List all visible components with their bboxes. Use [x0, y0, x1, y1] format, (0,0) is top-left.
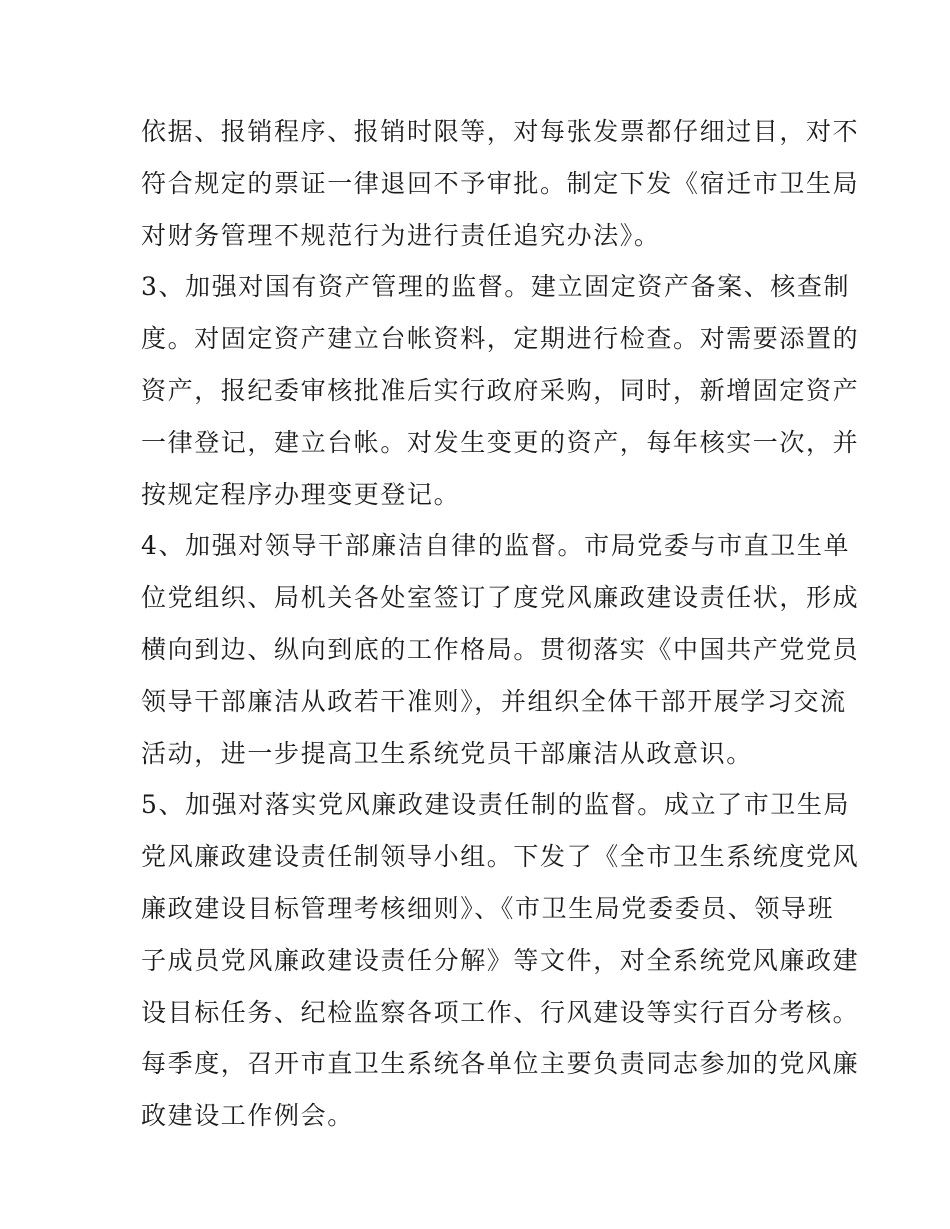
text-line-3: 对财务管理不规范行为进行责任追究办法》。: [141, 220, 661, 250]
text-line-9: 4、加强对领导干部廉洁自律的监督。市局党委与市直卫生单: [141, 531, 851, 561]
text-line-4: 3、加强对国有资产管理的监督。建立固定资产备案、核查制: [141, 272, 851, 302]
text-line-12: 领导干部廉洁从政若干准则》，并组织全体干部开展学习交流: [141, 686, 847, 716]
text-line-18: 设目标任务、纪检监察各项工作、行风建设等实行百分考核。: [141, 997, 860, 1027]
text-line-16: 廉政建设目标管理考核细则》、《市卫生局党委委员、领导班: [141, 893, 835, 923]
text-line-10: 位党组织、局机关各处室签订了度党风廉政建设责任状，形成: [141, 583, 860, 613]
text-line-1: 依据、报销程序、报销时限等，对每张发票都仔细过目，对不: [141, 117, 860, 146]
text-line-17: 子成员党风廉政建设责任分解》等文件，对全系统党风廉政建: [141, 945, 860, 975]
document-body: [141, 106, 860, 1142]
text-line-14: 5、加强对落实党风廉政建设责任制的监督。成立了市卫生局: [141, 790, 851, 820]
text-line-20: 政建设工作例会。: [141, 1101, 354, 1131]
text-line-2: 符合规定的票证一律退回不予审批。制定下发《宿迁市卫生局: [141, 168, 860, 198]
text-line-7: 一律登记，建立台帐。对发生变更的资产，每年核实一次，并: [141, 427, 860, 457]
text-line-11: 横向到边、纵向到底的工作格局。贯彻落实《中国共产党党员: [141, 634, 860, 664]
text-line-15: 党风廉政建设责任制领导小组。下发了《全市卫生系统度党风: [141, 842, 860, 872]
text-line-5: 度。对固定资产建立台帐资料，定期进行检查。对需要添置的: [141, 324, 860, 354]
text-line-8: 按规定程序办理变更登记。: [141, 479, 461, 509]
text-line-6: 资产，报纪委审核批准后实行政府采购，同时，新增固定资产: [141, 375, 860, 405]
text-line-19: 每季度，召开市直卫生系统各单位主要负责同志参加的党风廉: [141, 1049, 860, 1079]
text-line-13: 活动，进一步提高卫生系统党员干部廉洁从政意识。: [141, 738, 753, 768]
